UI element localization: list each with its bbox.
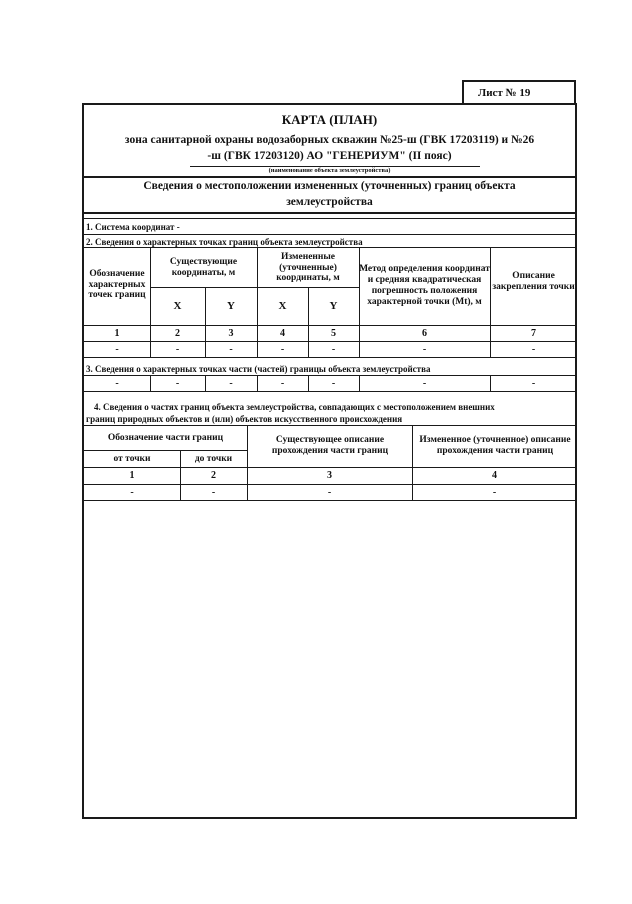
s2-num: 4 <box>280 327 285 339</box>
s2-col-designation: Обозначение характерных точек границ <box>88 268 146 301</box>
s4-row-bottom <box>82 500 577 501</box>
s2-x-changed: X <box>278 300 287 313</box>
s4-cell: - <box>130 486 134 498</box>
s2-y-existing: Y <box>227 300 235 313</box>
section4-title-line2: границ природных объектов и (или) объектов искусственного происхождения <box>86 414 403 424</box>
s4-col-parts: Обозначение части границ <box>107 432 224 443</box>
s2-y-changed: Y <box>329 300 338 313</box>
s2-num: 1 <box>114 327 120 339</box>
section-title-line1: Сведения о местоположении измененных (уточненных) границ объекта <box>143 180 516 192</box>
s4-col-changed: Измененное (уточненное) описание прохождения части границ <box>419 435 571 456</box>
document-title: КАРТА (ПЛАН) <box>281 112 378 127</box>
s2-num: 5 <box>331 327 336 339</box>
s4-col-to: до точки <box>194 453 233 464</box>
divider-section2 <box>82 247 577 248</box>
s2-col-fixing: Описание закрепления точки <box>492 271 575 292</box>
s4-col-existing: Существующее описание прохождения части границ <box>271 435 389 456</box>
s4-cell: - <box>327 486 332 498</box>
s2-cell: - <box>115 343 119 355</box>
s2-num: 6 <box>422 327 427 339</box>
s2-cell: - <box>280 343 285 355</box>
s4-num: 1 <box>129 470 135 482</box>
s3-cell: - <box>229 377 233 389</box>
s3-cell: - <box>531 377 536 389</box>
s4-cell: - <box>211 486 216 498</box>
divider-212b <box>82 218 577 219</box>
s3-cell: - <box>280 377 285 389</box>
s2-row-bottom <box>82 357 577 358</box>
s4-cell: - <box>492 486 497 498</box>
s2-num: 7 <box>531 327 536 339</box>
divider-section-title <box>82 212 577 214</box>
s4-num: 2 <box>211 470 216 482</box>
s3-cell: - <box>331 377 336 389</box>
document-subtitle-line1: зона санитарной охраны водозаборных скважин №25-ш (ГВК 17203119) и №26 <box>124 134 535 146</box>
s2-num: 2 <box>175 327 180 339</box>
s2-cell: - <box>531 343 536 355</box>
s3-cell: - <box>115 377 119 389</box>
divider-coord <box>82 234 577 235</box>
s3-row-bottom <box>82 391 577 392</box>
s2-cell: - <box>175 343 180 355</box>
object-caption: (наименование объекта землеустройства) <box>268 167 391 174</box>
s4-num: 4 <box>492 470 497 482</box>
divider-header <box>82 176 577 178</box>
s2-col-existing: Существующие координаты, м <box>169 257 238 278</box>
s2-col-method: Метод определения координат и средняя квадратическая погрешность положения характерной точки (Mt), м <box>359 264 490 307</box>
s2-num: 3 <box>228 327 234 339</box>
caption-underline <box>190 166 480 167</box>
s2-cell: - <box>229 343 233 355</box>
s2-col-changed: Измененные (уточненные) координаты, м <box>276 251 340 284</box>
s2-cell: - <box>331 343 336 355</box>
s3-cell: - <box>175 377 180 389</box>
s4-col-from: от точки <box>113 453 151 464</box>
s2-cell: - <box>422 343 427 355</box>
coordinate-system: 1. Система координат - <box>86 222 180 232</box>
section3-title: 3. Сведения о характерных точках части (частей) границы объекта землеустройства <box>86 364 431 374</box>
s4-num: 3 <box>327 470 332 482</box>
document-subtitle-line2: -ш (ГВК 17203120) АО "ГЕНЕРИУМ" (II пояс) <box>207 150 452 162</box>
section-title-line2: землеустройства <box>286 196 373 208</box>
section2-title: 2. Сведения о характерных точках границ объекта землеустройства <box>86 237 363 247</box>
section4-title-line1: 4. Сведения о частях границ объекта землеустройства, совпадающих с местоположением внешних <box>94 402 495 412</box>
s2-x-existing: X <box>173 300 182 313</box>
sheet-number-label: Лист № 19 <box>462 80 576 103</box>
s3-cell: - <box>422 377 427 389</box>
